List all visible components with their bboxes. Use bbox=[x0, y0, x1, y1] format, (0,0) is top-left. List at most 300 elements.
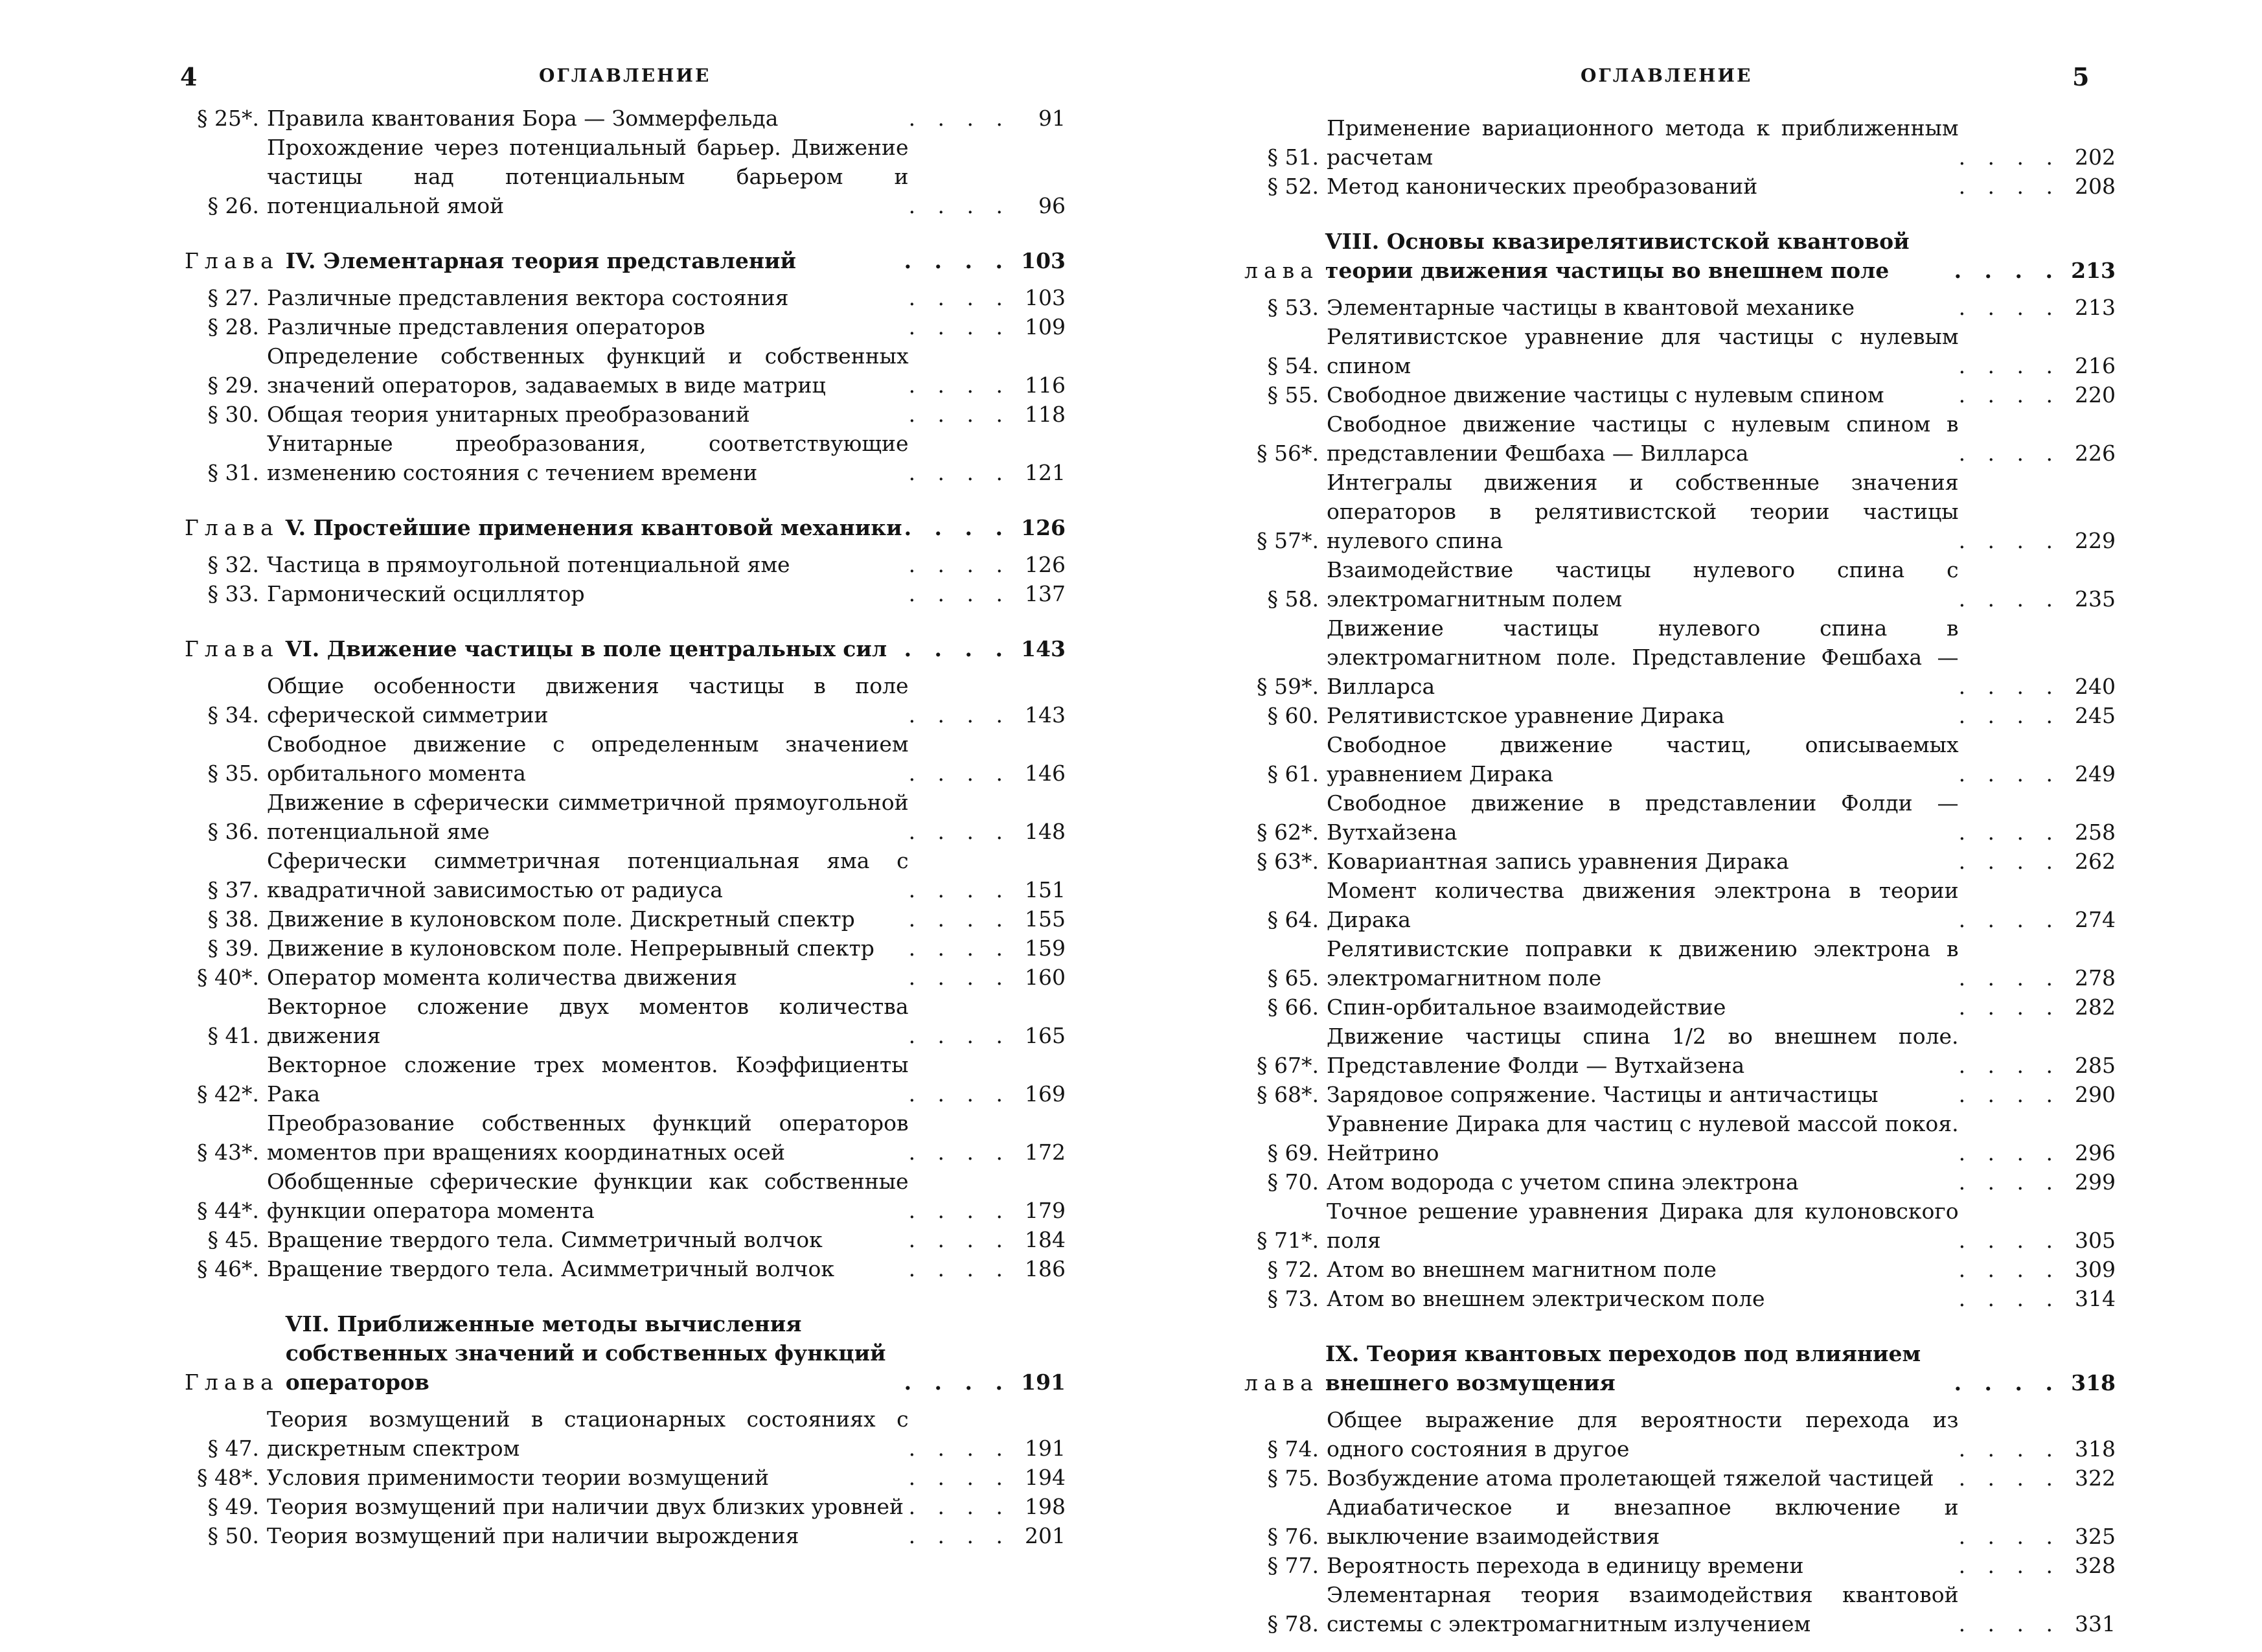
section-title: Гармонический осциллятор bbox=[267, 581, 585, 606]
page-ref: 103 bbox=[1021, 248, 1066, 273]
spacer bbox=[185, 1283, 1066, 1309]
page-ref: 172 bbox=[1025, 1140, 1066, 1165]
section-number: § 56*. bbox=[1257, 441, 1319, 466]
dot-leader: . . . . bbox=[908, 460, 1011, 485]
section-number: § 46*. bbox=[197, 1256, 259, 1281]
page-ref: 103 bbox=[1025, 285, 1066, 310]
page-ref: 118 bbox=[1025, 402, 1066, 427]
page-ref: 331 bbox=[2075, 1611, 2116, 1636]
chapter-heading bbox=[185, 1309, 1066, 1397]
chapter-heading bbox=[1244, 1339, 2116, 1397]
page-ref: 143 bbox=[1025, 702, 1066, 728]
section-title: Движение частицы нулевого спина в электромагнитном поле. Представление Фешбаха — Вилларса bbox=[1327, 615, 1959, 699]
toc-entry bbox=[1244, 409, 2116, 468]
dot-leader: . . . . bbox=[908, 314, 1011, 339]
page-ref: 220 bbox=[2075, 382, 2116, 407]
section-number: § 25*. bbox=[197, 106, 259, 131]
spacer bbox=[185, 663, 1066, 671]
spacer bbox=[185, 1397, 1066, 1405]
spacer bbox=[185, 487, 1066, 513]
page-ref: 229 bbox=[2075, 528, 2116, 553]
running-head: ОГЛАВЛЕНИЕ bbox=[1581, 65, 1753, 86]
section-title: Различные представления операторов bbox=[267, 314, 705, 339]
page-ref: 309 bbox=[2075, 1257, 2116, 1282]
section-number: § 48*. bbox=[197, 1465, 259, 1490]
section-title: Атом водорода с учетом спина электрона bbox=[1327, 1169, 1799, 1195]
dot-leader: . . . . bbox=[1958, 1169, 2061, 1195]
section-title: Уравнение Дирака для частиц с нулевой массой покоя. Нейтрино bbox=[1327, 1111, 1959, 1165]
section-number: § 75. bbox=[1267, 1465, 1319, 1491]
dot-leader: . . . . bbox=[908, 402, 1011, 427]
page-ref: 155 bbox=[1025, 906, 1066, 932]
chapter-heading bbox=[185, 634, 1066, 663]
section-title: Ковариантная запись уравнения Дирака bbox=[1327, 849, 1789, 874]
section-number: § 54. bbox=[1267, 353, 1319, 378]
page-ref: 191 bbox=[1021, 1370, 1066, 1395]
section-number: § 60. bbox=[1267, 703, 1319, 728]
dot-leader: . . . . bbox=[1958, 353, 2061, 378]
toc-list bbox=[185, 104, 1066, 1550]
toc-entry bbox=[1244, 1551, 2116, 1580]
page-ref: 240 bbox=[2075, 674, 2116, 699]
section-title: Вращение твердого тела. Асимметричный волчок bbox=[267, 1256, 834, 1281]
section-number: § 76. bbox=[1267, 1524, 1319, 1549]
section-title: Теория возмущений в стационарных состояниях с дискретным спектром bbox=[267, 1406, 909, 1461]
dot-leader: . . . . bbox=[908, 702, 1011, 728]
chapter-title: VIII. Основы квазирелятивистской квантовой теории движения частицы во внешнем поле bbox=[1325, 229, 1910, 283]
section-number: § 35. bbox=[207, 761, 259, 786]
section-title: Элементарная теория взаимодействия квантовой системы с электромагнитным излучением bbox=[1327, 1582, 1959, 1636]
running-head: ОГЛАВЛЕНИЕ bbox=[539, 65, 711, 86]
section-title: Унитарные преобразования, соответствующие изменению состояния с течением времени bbox=[267, 431, 909, 485]
page-ref: 318 bbox=[2071, 1370, 2116, 1395]
toc-list bbox=[1244, 113, 2116, 1638]
section-title: Точное решение уравнения Дирака для кулоновского поля bbox=[1327, 1199, 1959, 1253]
toc-entry bbox=[1244, 1284, 2116, 1313]
dot-leader: . . . . bbox=[908, 1436, 1011, 1461]
page-ref: 159 bbox=[1025, 935, 1066, 961]
dot-leader: . . . . bbox=[908, 552, 1011, 577]
section-title: Момент количества движения электрона в теории Дирака bbox=[1327, 878, 1959, 932]
toc-entry bbox=[185, 550, 1066, 579]
section-number: § 68*. bbox=[1257, 1082, 1319, 1107]
section-number: § 43*. bbox=[197, 1140, 259, 1165]
page-ref: 179 bbox=[1025, 1198, 1066, 1223]
section-number: § 26. bbox=[207, 193, 259, 218]
page-ref: 143 bbox=[1021, 636, 1066, 661]
section-number: § 31. bbox=[207, 460, 259, 485]
chapter-label: Глава bbox=[185, 248, 279, 273]
dot-leader: . . . . bbox=[1958, 1053, 2061, 1078]
toc-entry bbox=[1244, 992, 2116, 1022]
page-ref: 96 bbox=[1038, 193, 1066, 218]
dot-leader: . . . . bbox=[908, 761, 1011, 786]
chapter-title: IX. Теория квантовых переходов под влиянием внешнего возмущения bbox=[1325, 1341, 1921, 1395]
chapter-title: IV. Элементарная теория представлений bbox=[285, 248, 796, 273]
page-ref: 151 bbox=[1025, 877, 1066, 902]
section-title: Векторное сложение трех моментов. Коэффициенты Рака bbox=[267, 1052, 909, 1107]
spacer bbox=[1244, 1397, 2116, 1405]
page-ref: 258 bbox=[2075, 820, 2116, 845]
toc-entry bbox=[1244, 1255, 2116, 1284]
section-title: Теория возмущений при наличии двух близких уровней bbox=[267, 1494, 904, 1519]
dot-leader: . . . . bbox=[1958, 382, 2061, 407]
toc-entry bbox=[185, 671, 1066, 729]
dot-leader: . . . . bbox=[908, 193, 1011, 218]
dot-leader: . . . . bbox=[904, 248, 1011, 273]
page-ref: 137 bbox=[1025, 581, 1066, 606]
dot-leader: . . . . bbox=[908, 106, 1011, 131]
page-ref: 121 bbox=[1025, 460, 1066, 485]
section-number: § 62*. bbox=[1257, 820, 1319, 845]
page-ref: 208 bbox=[2075, 174, 2116, 199]
dot-leader: . . . . bbox=[1958, 1611, 2061, 1636]
toc-entry bbox=[185, 963, 1066, 992]
dot-leader: . . . . bbox=[908, 1081, 1011, 1107]
toc-entry bbox=[185, 283, 1066, 312]
toc-entry bbox=[185, 579, 1066, 608]
section-title: Движение частицы спина 1/2 во внешнем поле. Представление Фолди — Вутхайзена bbox=[1327, 1024, 1959, 1078]
section-number: § 58. bbox=[1267, 586, 1319, 612]
page-ref: 186 bbox=[1025, 1256, 1066, 1281]
section-number: § 53. bbox=[1267, 295, 1319, 320]
toc-entry bbox=[1244, 1197, 2116, 1255]
toc-entry bbox=[1244, 934, 2116, 992]
toc-entry bbox=[1244, 788, 2116, 847]
page-ref: 318 bbox=[2075, 1436, 2116, 1462]
page-ref: 328 bbox=[2075, 1553, 2116, 1578]
toc-entry bbox=[185, 1521, 1066, 1550]
section-title: Условия применимости теории возмущений bbox=[267, 1465, 770, 1490]
dot-leader: . . . . bbox=[1958, 1524, 2061, 1549]
chapter-title: V. Простейшие применения квантовой механики bbox=[285, 515, 902, 540]
page-ref: 148 bbox=[1025, 819, 1066, 844]
right-page bbox=[1131, 0, 2262, 1652]
section-title: Теория возмущений при наличии вырождения bbox=[267, 1523, 799, 1548]
toc-entry bbox=[1244, 1022, 2116, 1080]
section-number: § 34. bbox=[207, 702, 259, 728]
section-title: Движение в кулоновском поле. Дискретный спектр bbox=[267, 906, 855, 932]
toc-entry bbox=[185, 429, 1066, 487]
chapter-heading bbox=[185, 513, 1066, 542]
toc-entry bbox=[185, 729, 1066, 788]
section-number: § 51. bbox=[1267, 144, 1319, 170]
section-title: Свободное движение частиц, описываемых уравнением Дирака bbox=[1327, 732, 1959, 786]
toc-entry bbox=[1244, 1493, 2116, 1551]
section-title: Взаимодействие частицы нулевого спина с электромагнитным полем bbox=[1327, 557, 1959, 612]
section-title: Свободное движение с определенным значением орбитального момента bbox=[267, 731, 909, 786]
section-title: Прохождение через потенциальный барьер. Движение частицы над потенциальным барьером и потенциальной ямой bbox=[267, 135, 909, 218]
page-ref: 216 bbox=[2075, 353, 2116, 378]
section-title: Преобразование собственных функций операторов моментов при вращениях координатных осей bbox=[267, 1110, 909, 1165]
toc-entry bbox=[1244, 1109, 2116, 1167]
section-title: Свободное движение частицы с нулевым спином bbox=[1327, 382, 1884, 407]
dot-leader: . . . . bbox=[908, 1198, 1011, 1223]
chapter-label: Глава bbox=[185, 636, 279, 661]
dot-leader: . . . . bbox=[904, 636, 1011, 661]
spacer bbox=[185, 275, 1066, 283]
section-title: Метод канонических преобразований bbox=[1327, 174, 1758, 199]
section-title: Сферически симметричная потенциальная яма с квадратичной зависимостью от радиуса bbox=[267, 848, 909, 902]
section-title: Возбуждение атома пролетающей тяжелой частицей bbox=[1327, 1465, 1934, 1491]
section-number: § 59*. bbox=[1257, 674, 1319, 699]
section-number: § 69. bbox=[1267, 1140, 1319, 1165]
page-ref: 165 bbox=[1025, 1023, 1066, 1048]
toc-entry bbox=[1244, 847, 2116, 876]
section-title: Правила квантования Бора — Зоммерфельда bbox=[267, 106, 779, 131]
dot-leader: . . . . bbox=[1958, 144, 2061, 170]
dot-leader: . . . . bbox=[908, 819, 1011, 844]
toc-entry bbox=[1244, 322, 2116, 380]
page-ref: 296 bbox=[2075, 1140, 2116, 1165]
toc-entry bbox=[1244, 1167, 2116, 1197]
section-number: § 37. bbox=[207, 877, 259, 902]
section-number: § 41. bbox=[207, 1023, 259, 1048]
page-ref: 274 bbox=[2075, 907, 2116, 932]
toc-entry bbox=[1244, 614, 2116, 701]
section-title: Движение в сферически симметричной прямоугольной потенциальной яме bbox=[267, 790, 909, 844]
dot-leader: . . . . bbox=[908, 1523, 1011, 1548]
dot-leader: . . . . bbox=[908, 1256, 1011, 1281]
section-number: § 27. bbox=[207, 285, 259, 310]
section-title: Адиабатическое и внезапное включение и выключение взаимодействия bbox=[1327, 1495, 1959, 1549]
page-ref: 245 bbox=[2075, 703, 2116, 728]
chapter-label: Глава bbox=[185, 1370, 279, 1395]
dot-leader: . . . . bbox=[908, 1227, 1011, 1252]
chapter-title: VII. Приближенные методы вычисления собственных значений и собственных функций операторов bbox=[285, 1311, 886, 1395]
toc-entry bbox=[1244, 876, 2116, 934]
dot-leader: . . . . bbox=[908, 1023, 1011, 1048]
section-number: § 70. bbox=[1267, 1169, 1319, 1195]
dot-leader: . . . . bbox=[1954, 1370, 2061, 1395]
section-title: Свободное движение частицы с нулевым спином в представлении Фешбаха — Вилларса bbox=[1327, 411, 1959, 466]
section-number: § 71*. bbox=[1257, 1228, 1319, 1253]
section-number: § 72. bbox=[1267, 1257, 1319, 1282]
dot-leader: . . . . bbox=[1958, 441, 2061, 466]
dot-leader: . . . . bbox=[1958, 1228, 2061, 1253]
toc-entry bbox=[185, 788, 1066, 846]
toc-entry bbox=[185, 133, 1066, 220]
dot-leader: . . . . bbox=[1958, 586, 2061, 612]
section-title: Спин-орбитальное взаимодействие bbox=[1327, 994, 1726, 1020]
section-number: § 55. bbox=[1267, 382, 1319, 407]
page-ref: 299 bbox=[2075, 1169, 2116, 1195]
toc-entry bbox=[185, 1492, 1066, 1521]
page-ref: 322 bbox=[2075, 1465, 2116, 1491]
section-number: § 50. bbox=[207, 1523, 259, 1548]
page-number: 4 bbox=[180, 62, 198, 91]
page-ref: 116 bbox=[1025, 373, 1066, 398]
section-number: § 61. bbox=[1267, 761, 1319, 786]
toc-entry bbox=[185, 1405, 1066, 1463]
section-number: § 47. bbox=[207, 1436, 259, 1461]
section-number: § 66. bbox=[1267, 994, 1319, 1020]
section-title: Вращение твердого тела. Симметричный волчок bbox=[267, 1227, 823, 1252]
toc-entry bbox=[1244, 172, 2116, 201]
toc-entry bbox=[1244, 555, 2116, 614]
page-ref: 191 bbox=[1025, 1436, 1066, 1461]
page-ref: 146 bbox=[1025, 761, 1066, 786]
toc-entry bbox=[185, 934, 1066, 963]
toc-entry bbox=[185, 341, 1066, 400]
spacer bbox=[185, 608, 1066, 634]
dot-leader: . . . . bbox=[1958, 965, 2061, 991]
section-title: Векторное сложение двух моментов количества движения bbox=[267, 994, 909, 1048]
section-title: Различные представления вектора состояния bbox=[267, 285, 789, 310]
toc-entry bbox=[185, 1167, 1066, 1225]
section-number: § 52. bbox=[1267, 174, 1319, 199]
toc-entry bbox=[185, 1108, 1066, 1167]
section-number: § 42*. bbox=[197, 1081, 259, 1107]
dot-leader: . . . . bbox=[1958, 174, 2061, 199]
page-ref: 126 bbox=[1021, 515, 1066, 540]
page-ref: 325 bbox=[2075, 1524, 2116, 1549]
chapter-title: VI. Движение частицы в поле центральных сил bbox=[285, 636, 887, 661]
dot-leader: . . . . bbox=[908, 1140, 1011, 1165]
page-ref: 126 bbox=[1025, 552, 1066, 577]
section-title: Релятивистское уравнение для частицы с нулевым спином bbox=[1327, 324, 1959, 378]
section-number: § 30. bbox=[207, 402, 259, 427]
dot-leader: . . . . bbox=[908, 373, 1011, 398]
chapter-heading bbox=[1244, 227, 2116, 285]
page-ref: 285 bbox=[2075, 1053, 2116, 1078]
page-ref: 314 bbox=[2075, 1286, 2116, 1311]
page-ref: 235 bbox=[2075, 586, 2116, 612]
section-title: Релятивистские поправки к движению электрона в электромагнитном поле bbox=[1327, 936, 1959, 991]
spacer bbox=[1244, 285, 2116, 293]
dot-leader: . . . . bbox=[908, 1494, 1011, 1519]
chapter-heading bbox=[185, 246, 1066, 275]
section-number: § 64. bbox=[1267, 907, 1319, 932]
toc-entry bbox=[1244, 380, 2116, 409]
toc-entry bbox=[1244, 730, 2116, 788]
chapter-label: Глава bbox=[185, 515, 279, 540]
spacer bbox=[1244, 201, 2116, 227]
section-number: § 28. bbox=[207, 314, 259, 339]
section-number: § 39. bbox=[207, 935, 259, 961]
dot-leader: . . . . bbox=[1958, 703, 2061, 728]
page-ref: 169 bbox=[1025, 1081, 1066, 1107]
section-title: Общие особенности движения частицы в поле сферической симметрии bbox=[267, 673, 909, 728]
section-number: § 77. bbox=[1267, 1553, 1319, 1578]
page-ref: 160 bbox=[1025, 965, 1066, 990]
toc-entry bbox=[185, 904, 1066, 934]
dot-leader: . . . . bbox=[1958, 907, 2061, 932]
spacer bbox=[185, 220, 1066, 246]
toc-entry bbox=[1244, 468, 2116, 555]
dot-leader: . . . . bbox=[1958, 994, 2061, 1020]
section-number: § 32. bbox=[207, 552, 259, 577]
section-number: § 73. bbox=[1267, 1286, 1319, 1311]
section-title: Обобщенные сферические функции как собственные функции оператора момента bbox=[267, 1169, 909, 1223]
page-ref: 109 bbox=[1025, 314, 1066, 339]
page-ref: 290 bbox=[2075, 1082, 2116, 1107]
dot-leader: . . . . bbox=[1958, 1257, 2061, 1282]
dot-leader: . . . . bbox=[904, 1370, 1011, 1395]
toc-entry bbox=[1244, 701, 2116, 730]
dot-leader: . . . . bbox=[1958, 1465, 2061, 1491]
dot-leader: . . . . bbox=[908, 877, 1011, 902]
dot-leader: . . . . bbox=[1958, 1140, 2061, 1165]
page-ref: 194 bbox=[1025, 1465, 1066, 1490]
dot-leader: . . . . bbox=[908, 965, 1011, 990]
dot-leader: . . . . bbox=[1958, 761, 2061, 786]
section-number: § 63*. bbox=[1257, 849, 1319, 874]
toc-entry bbox=[1244, 1463, 2116, 1493]
dot-leader: . . . . bbox=[908, 1465, 1011, 1490]
toc-entry bbox=[1244, 1580, 2116, 1638]
section-title: Свободное движение в представлении Фолди — Вутхайзена bbox=[1327, 790, 1959, 845]
page-ref: 278 bbox=[2075, 965, 2116, 991]
dot-leader: . . . . bbox=[908, 906, 1011, 932]
section-title: Движение в кулоновском поле. Непрерывный спектр bbox=[267, 935, 874, 961]
page-ref: 262 bbox=[2075, 849, 2116, 874]
section-number: § 40*. bbox=[197, 965, 259, 990]
section-title: Атом во внешнем магнитном поле bbox=[1327, 1257, 1717, 1282]
dot-leader: . . . . bbox=[908, 935, 1011, 961]
section-number: § 38. bbox=[207, 906, 259, 932]
section-number: § 44*. bbox=[197, 1198, 259, 1223]
page-ref: 213 bbox=[2071, 258, 2116, 283]
toc-entry bbox=[185, 1463, 1066, 1492]
toc-entry bbox=[185, 846, 1066, 904]
section-title: Применение вариационного метода к приближенным расчетам bbox=[1327, 115, 1959, 170]
section-number: § 67*. bbox=[1257, 1053, 1319, 1078]
toc-entry bbox=[1244, 113, 2116, 172]
section-number: § 78. bbox=[1267, 1611, 1319, 1636]
section-number: § 57*. bbox=[1257, 528, 1319, 553]
spacer bbox=[185, 542, 1066, 550]
toc-entry bbox=[185, 400, 1066, 429]
dot-leader: . . . . bbox=[1958, 1286, 2061, 1311]
section-title: Определение собственных функций и собственных значений операторов, задаваемых в виде матриц bbox=[267, 343, 909, 398]
dot-leader: . . . . bbox=[908, 285, 1011, 310]
section-title: Общая теория унитарных преобразований bbox=[267, 402, 750, 427]
toc-entry bbox=[185, 104, 1066, 133]
dot-leader: . . . . bbox=[1958, 1553, 2061, 1578]
toc-entry bbox=[1244, 1080, 2116, 1109]
chapter-label: лава bbox=[1244, 1370, 1319, 1395]
section-title: Элементарные частицы в квантовой механике bbox=[1327, 295, 1855, 320]
toc-entry bbox=[185, 1225, 1066, 1254]
section-number: § 74. bbox=[1267, 1436, 1319, 1462]
page-ref: 91 bbox=[1038, 106, 1066, 131]
toc-entry bbox=[185, 1050, 1066, 1108]
section-title: Вероятность перехода в единицу времени bbox=[1327, 1553, 1804, 1578]
toc-entry bbox=[185, 1254, 1066, 1283]
section-number: § 29. bbox=[207, 373, 259, 398]
dot-leader: . . . . bbox=[904, 515, 1011, 540]
spacer bbox=[1244, 1313, 2116, 1339]
section-title: Зарядовое сопряжение. Частицы и античастицы bbox=[1327, 1082, 1879, 1107]
section-number: § 36. bbox=[207, 819, 259, 844]
page-ref: 201 bbox=[1025, 1523, 1066, 1548]
chapter-label: лава bbox=[1244, 258, 1319, 283]
dot-leader: . . . . bbox=[1958, 528, 2061, 553]
section-number: § 45. bbox=[207, 1227, 259, 1252]
page-ref: 202 bbox=[2075, 144, 2116, 170]
dot-leader: . . . . bbox=[1958, 1436, 2061, 1462]
section-number: § 49. bbox=[207, 1494, 259, 1519]
dot-leader: . . . . bbox=[1954, 258, 2061, 283]
section-number: § 65. bbox=[1267, 965, 1319, 991]
section-title: Интегралы движения и собственные значения операторов в релятивистской теории частицы нулевого спина bbox=[1327, 470, 1959, 553]
page-ref: 198 bbox=[1025, 1494, 1066, 1519]
toc-entry bbox=[1244, 293, 2116, 322]
dot-leader: . . . . bbox=[1958, 674, 2061, 699]
section-title: Частица в прямоугольной потенциальной яме bbox=[267, 552, 790, 577]
section-number: § 33. bbox=[207, 581, 259, 606]
